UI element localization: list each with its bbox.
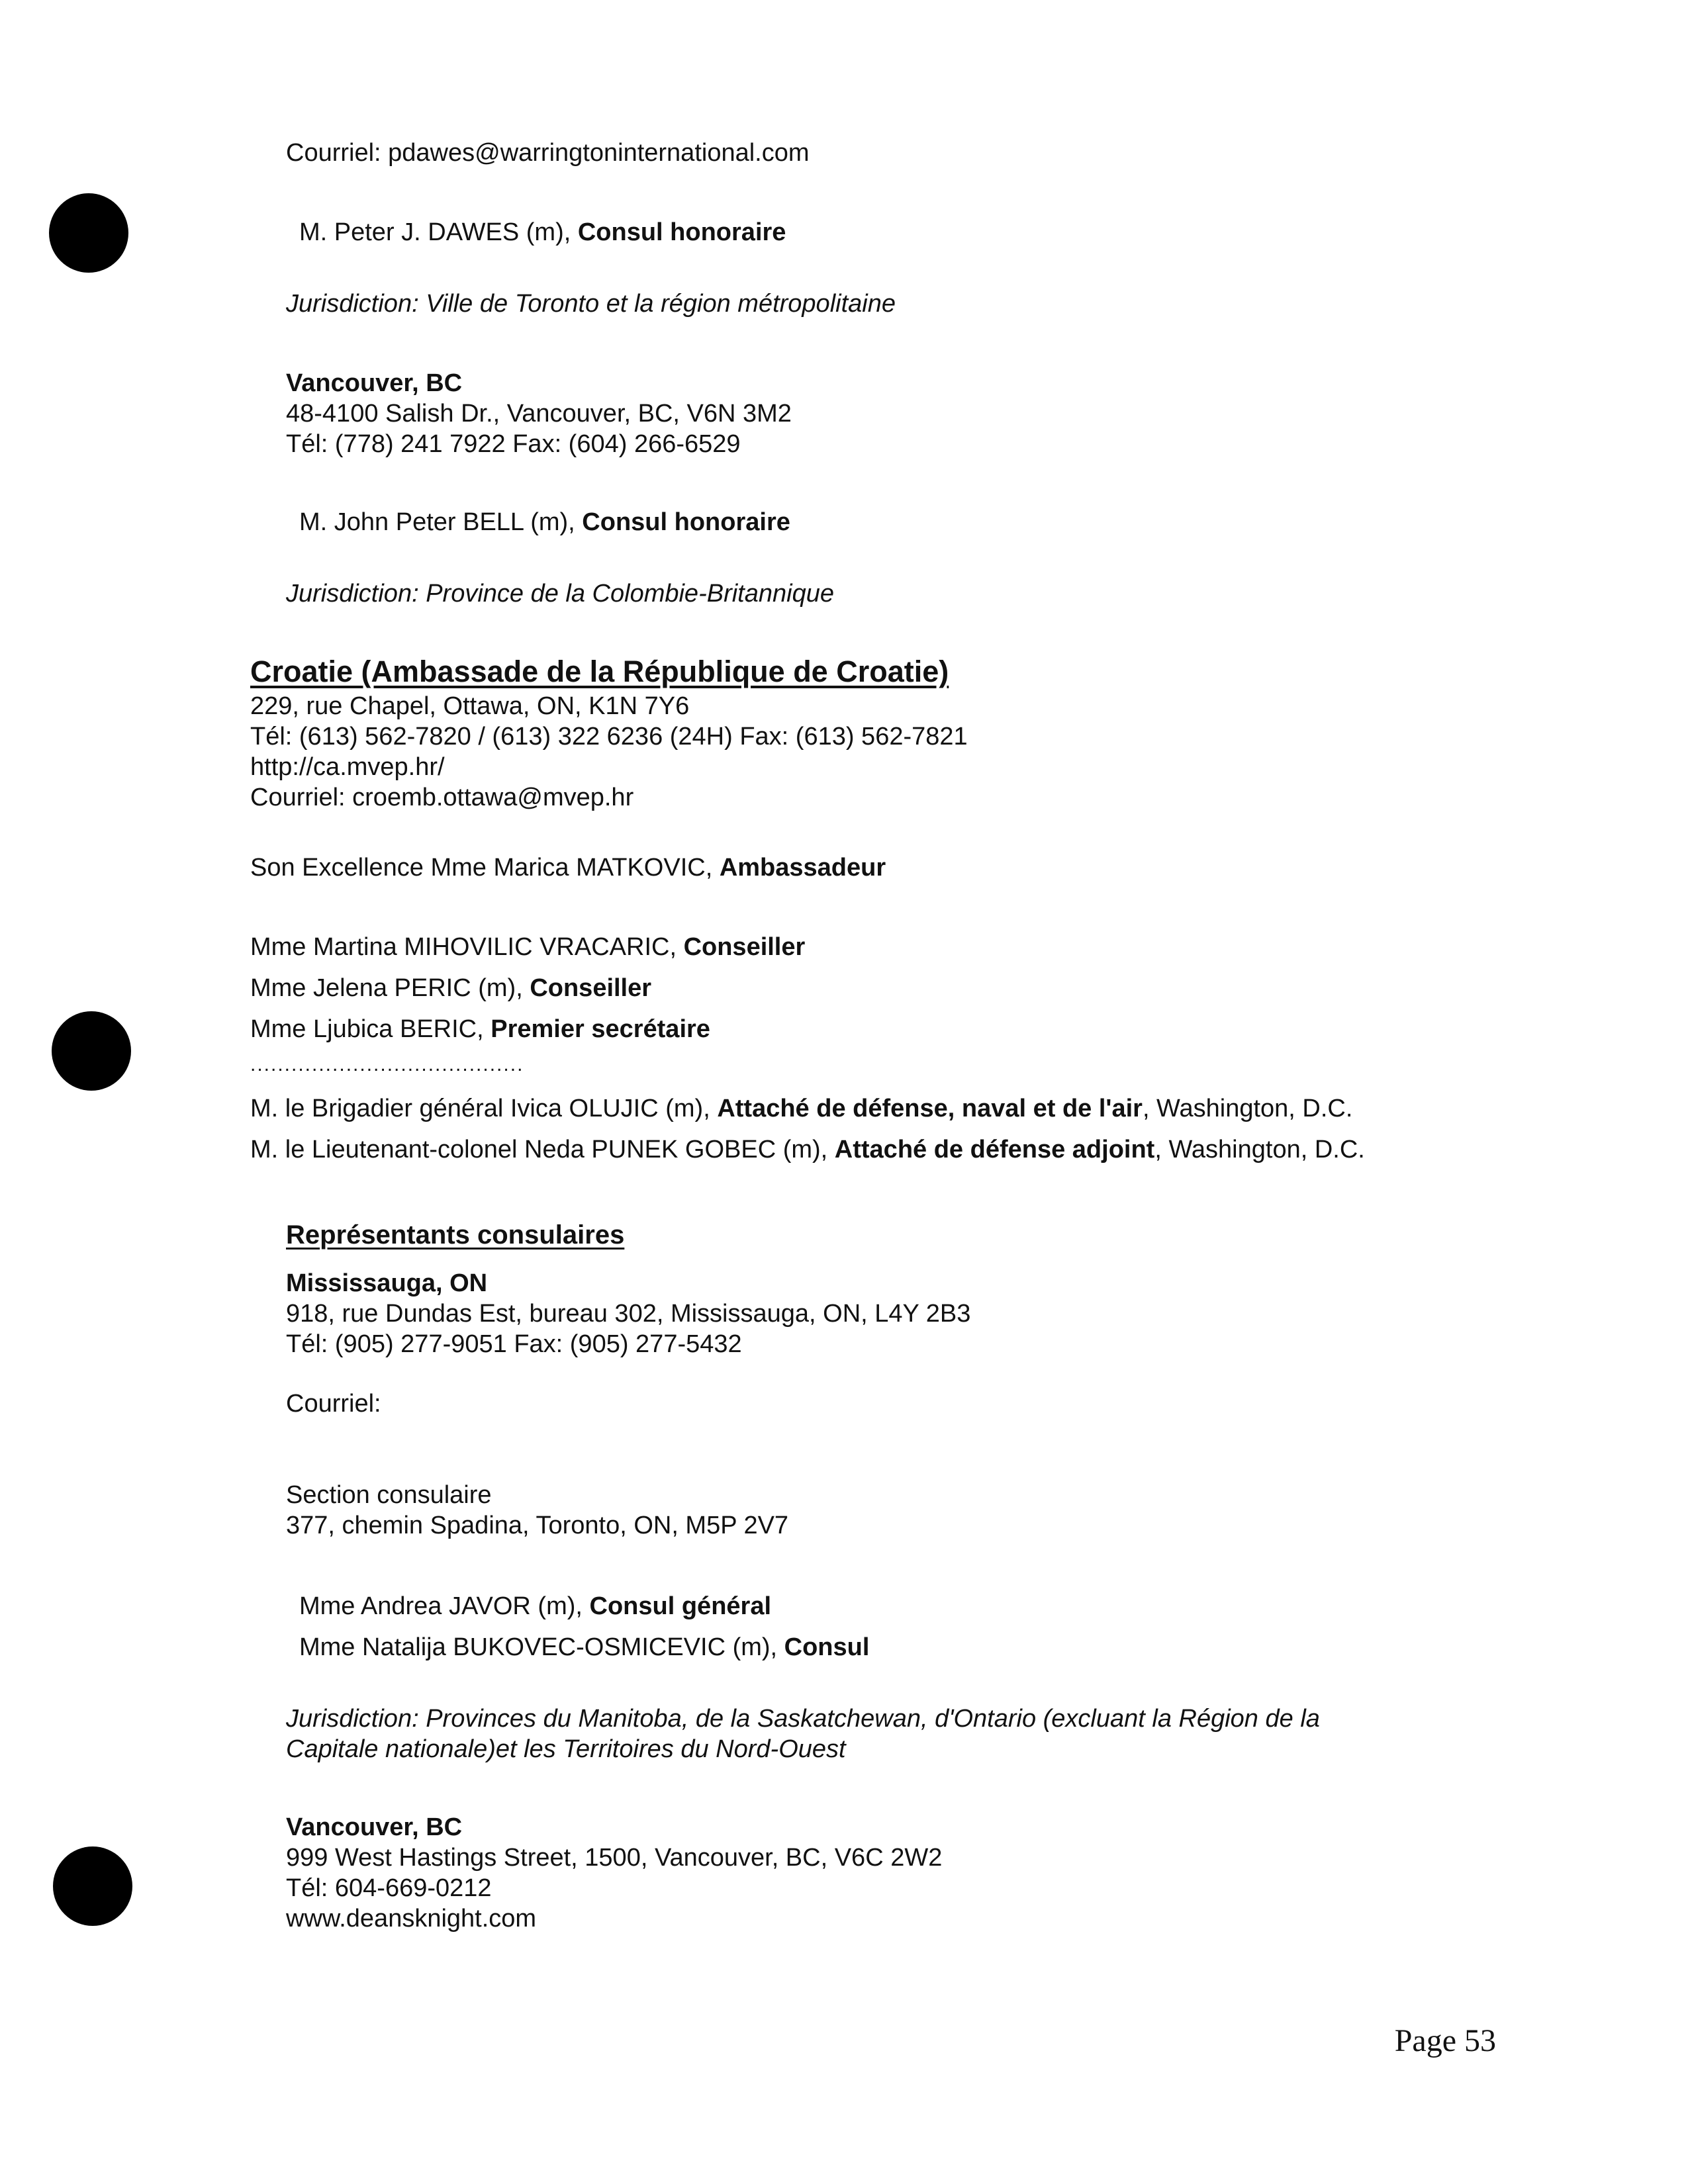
person-title: Conseiller [530,974,652,1002]
mississauga-city: Mississauga, ON [286,1269,488,1297]
embassy-website[interactable]: http://ca.mvep.hr/ [250,753,445,781]
person-name: Mme Andrea JAVOR (m), [299,1592,590,1620]
person-name: Son Excellence Mme Marica MATKOVIC, [250,854,720,882]
person-title: Premier secrétaire [491,1015,710,1043]
page-number: Page 53 [1394,2023,1496,2058]
person-title: Consul général [589,1592,772,1620]
embassy-address: 229, rue Chapel, Ottawa, ON, K1N 7Y6 [250,692,690,720]
vancouver2-phone: Tél: 604-669-0212 [286,1874,492,1902]
person-title: Conseiller [683,933,806,961]
vancouver-jurisdiction: Jurisdiction: Province de la Colombie-Britannique [286,580,834,608]
embassy-heading: Croatie (Ambassade de la République de Croatie) [250,655,949,688]
vancouver-city: Vancouver, BC [286,369,463,397]
consular-heading: Représentants consulaires [286,1220,625,1250]
person-location: , Washington, D.C. [1142,1095,1353,1122]
toronto-consul [299,217,786,248]
person-name: Mme Martina MIHOVILIC VRACARIC, [250,933,684,961]
embassy-phone: Tél: (613) 562-7820 / (613) 322 6236 (24H) Fax: (613) 562-7821 [250,723,968,751]
punch-hole-bottom [53,1846,132,1926]
attache-line [250,1093,1352,1124]
punch-hole-top [49,193,128,273]
staff-member [250,1014,710,1044]
toronto-email: Courriel: pdawes@warringtoninternational.com [286,139,810,167]
person-name: M. le Lieutenant-colonel Neda PUNEK GOBEC (m), [250,1136,835,1163]
person-location: , Washington, D.C. [1154,1136,1365,1163]
person-title: Consul [784,1633,870,1661]
person-title: Attaché de défense, naval et de l'air [717,1095,1143,1122]
vancouver2-address: 999 West Hastings Street, 1500, Vancouver, BC, V6C 2W2 [286,1844,943,1872]
mississauga-phone: Tél: (905) 277-9051 Fax: (905) 277-5432 [286,1330,742,1358]
person-name: Mme Jelena PERIC (m), [250,974,530,1002]
person-title: Ambassadeur [719,854,886,882]
person-title: Attaché de défense adjoint [834,1136,1155,1163]
vancouver-phone: Tél: (778) 241 7922 Fax: (604) 266-6529 [286,430,741,458]
ambassador [250,852,886,883]
consul-general [299,1591,771,1621]
person-name: Mme Ljubica BERIC, [250,1015,491,1043]
person-name: M. Peter J. DAWES (m), [299,218,578,246]
consular-section: Section consulaire [286,1481,492,1509]
consul [299,1632,869,1662]
staff-member [250,932,805,962]
person-title: Consul honoraire [577,218,786,246]
mississauga-email: Courriel: [286,1390,381,1418]
consular-jurisdiction-line2: Capitale nationale)et les Territoires du Nord-Ouest [286,1735,846,1763]
staff-member [250,973,651,1003]
vancouver2-city: Vancouver, BC [286,1813,463,1841]
mississauga-address: 918, rue Dundas Est, bureau 302, Mississauga, ON, L4Y 2B3 [286,1300,971,1328]
punch-hole-middle [52,1011,131,1091]
vancouver-consul [299,507,790,537]
person-name: M. John Peter BELL (m), [299,508,583,536]
person-name: M. le Brigadier général Ivica OLUJIC (m), [250,1095,718,1122]
embassy-email[interactable]: Courriel: croemb.ottawa@mvep.hr [250,784,634,811]
toronto-jurisdiction: Jurisdiction: Ville de Toronto et la région métropolitaine [286,290,896,318]
consular-jurisdiction-line1: Jurisdiction: Provinces du Manitoba, de la Saskatchewan, d'Ontario (excluant la Région de la [286,1705,1320,1733]
vancouver-address: 48-4100 Salish Dr., Vancouver, BC, V6N 3M2 [286,400,792,428]
consular-section-address: 377, chemin Spadina, Toronto, ON, M5P 2V7 [286,1512,789,1539]
vancouver2-website[interactable]: www.deansknight.com [286,1905,537,1933]
person-name: Mme Natalija BUKOVEC-OSMICEVIC (m), [299,1633,784,1661]
person-title: Consul honoraire [582,508,790,536]
separator-dots: ........................................ [250,1054,524,1075]
attache-line [250,1134,1365,1165]
